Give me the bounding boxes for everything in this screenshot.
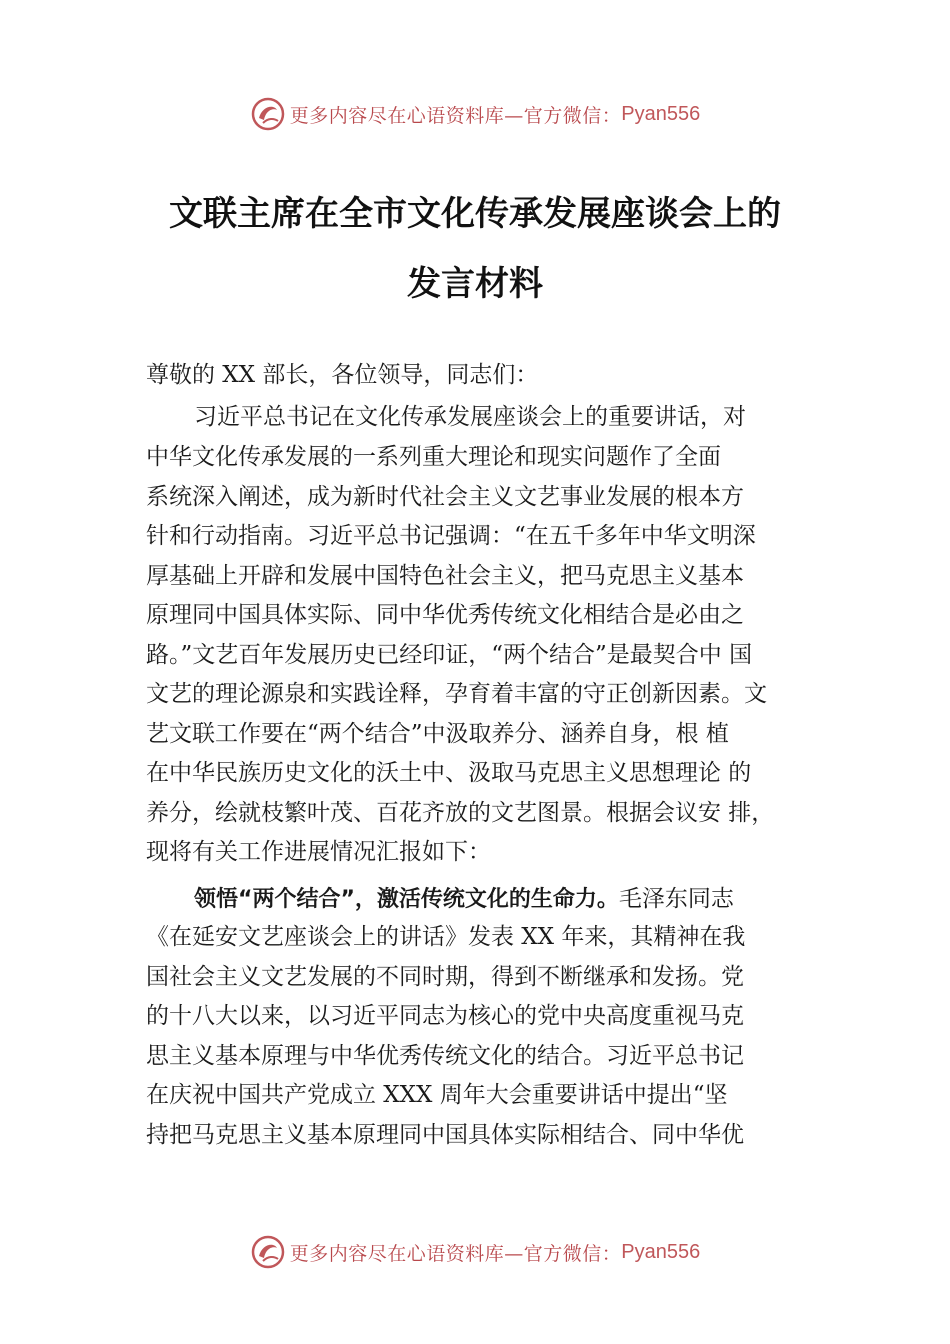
- p2-line: 《在延安文艺座谈会上的讲话》发表 XX 年来，其精神在我: [146, 924, 746, 950]
- p1-line: 文艺的理论源泉和实践诠释，孕育着丰富的守正创新因素。文: [146, 681, 767, 707]
- p1-line: 艺文联工作要在“两个结合”中汲取养分、涵养自身，根 植: [146, 721, 729, 747]
- banner-text: 更多内容尽在心语资料库—官方微信：: [289, 104, 622, 127]
- p1-line: 路。”文艺百年发展历史已经印证，“两个结合”是最契合中 国: [146, 642, 753, 668]
- p1-line: 针和行动指南。习近平总书记强调：“在五千多年中华文明深: [146, 523, 756, 549]
- document-title-line-1: 文联主席在全市文化传承发展座谈会上的: [169, 194, 781, 234]
- p2-line: 的十八大以来，以习近平同志为核心的党中央高度重视马克: [146, 1003, 744, 1029]
- p2-heading: 领悟“两个结合”，激活传统文化的生命力。: [194, 887, 619, 912]
- header-watermark-banner: [0, 94, 950, 134]
- banner-wechat-id: Pyan556: [621, 102, 701, 125]
- p2-first-line: [194, 884, 734, 915]
- p1-line: 现将有关工作进展情况汇报如下：: [146, 839, 491, 865]
- p2-line: 思主义基本原理与中华优秀传统文化的结合。习近平总书记: [146, 1043, 744, 1069]
- banner-text: 更多内容尽在心语资料库—官方微信：: [289, 1242, 622, 1265]
- p2-first-rest: 毛泽东同志: [618, 886, 734, 912]
- p1-line: 原理同中国具体实际、同中华优秀传统文化相结合是必由之: [146, 602, 744, 628]
- p1-line: 厚基础上开辟和发展中国特色社会主义，把马克思主义基本: [146, 563, 744, 589]
- banner-wechat-id: Pyan556: [621, 1240, 701, 1263]
- p1-line: 习近平总书记在文化传承发展座谈会上的重要讲话，对: [194, 404, 746, 430]
- p1-line: 在中华民族历史文化的沃土中、汲取马克思主义思想理论 的: [146, 760, 752, 786]
- swirl-logo-icon: [250, 1234, 286, 1270]
- p2-line: 持把马克思主义基本原理同中国具体实际相结合、同中华优: [146, 1122, 744, 1148]
- p1-line: 中华文化传承发展的一系列重大理论和现实问题作了全面: [146, 444, 721, 470]
- footer-watermark-banner: [0, 1232, 950, 1272]
- p1-line: 养分，绘就枝繁叶茂、百花齐放的文艺图景。根据会议安 排，: [146, 800, 775, 826]
- p2-line: 在庆祝中国共产党成立 XXX 周年大会重要讲话中提出“坚: [146, 1082, 728, 1108]
- p1-line: 系统深入阐述，成为新时代社会主义文艺事业发展的根本方: [146, 484, 744, 510]
- salutation: 尊敬的 XX 部长，各位领导，同志们：: [146, 362, 539, 388]
- swirl-logo-icon: [250, 96, 286, 132]
- document-title-line-2: 发言材料: [407, 264, 543, 304]
- p2-line: 国社会主义文艺发展的不同时期，得到不断继承和发扬。党: [146, 964, 744, 990]
